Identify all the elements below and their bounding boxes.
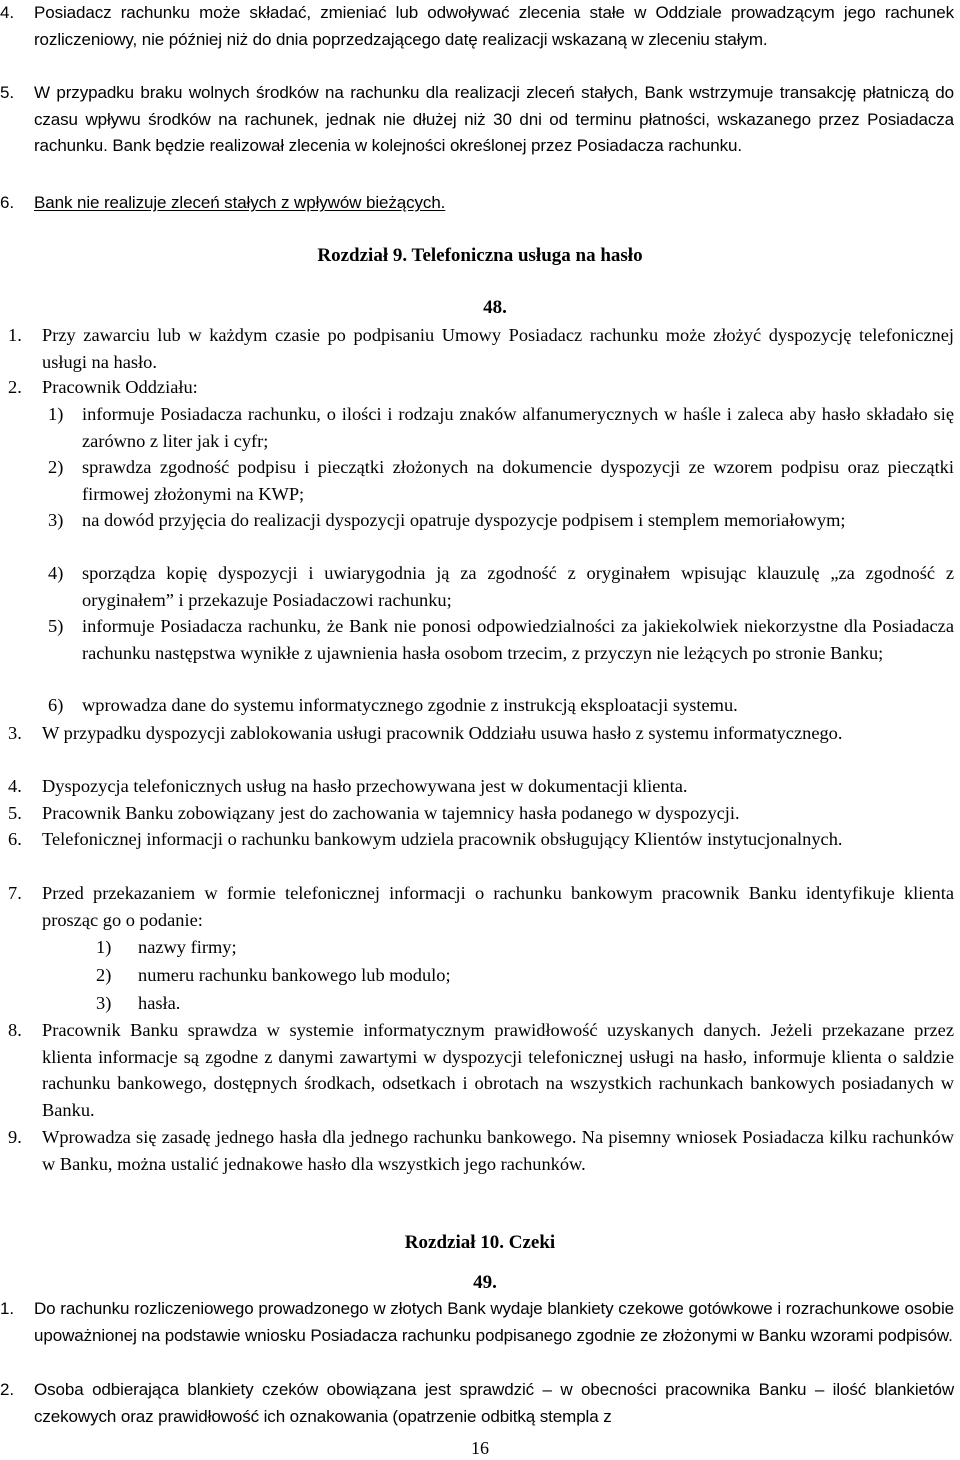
list-number: 2. — [0, 1380, 14, 1399]
sub-text: informuje Posiadacza rachunku, że Bank nie ponosi odpowiedzialności za jakiekolwiek niekorzystne dla Posiadacza rachunku następstwa wynikłe z ujawnienia hasła osobom trzecim, z przyczyn nie leżących po stronie Banku; — [82, 616, 954, 663]
list-number: 3. — [8, 723, 22, 743]
list-item — [8, 322, 954, 375]
sub-number: 4) — [48, 563, 64, 583]
sub-item — [48, 507, 954, 534]
sub-number: 5) — [48, 616, 64, 636]
sub-text: informuje Posiadacza rachunku, o ilości i rodzaju znaków alfanumerycznych w haśle i zaleca aby hasło składało się zarówno z liter jak i cyfr; — [82, 404, 954, 451]
list-item — [8, 773, 954, 800]
list-number: 4. — [0, 3, 14, 22]
sub-number: 1) — [96, 937, 112, 957]
list-number: 2. — [8, 377, 22, 397]
sub-text: sporządza kopię dyspozycji i uwiarygodnia ją za zgodność z oryginałem wpisując klauzulę „za zgodność z oryginałem” i przekazuje Posiadaczowi rachunku; — [82, 563, 954, 610]
sub-text: sprawdza zgodność podpisu i pieczątki złożonych na dokumencie dyspozycji ze wzorem podpisu oraz pieczątki firmowej złożonymi na KWP; — [82, 457, 954, 504]
sub-item — [48, 692, 954, 719]
list-number: 9. — [8, 1127, 22, 1147]
list-number: 5. — [0, 83, 14, 102]
list-number: 6. — [0, 193, 14, 212]
list-text: W przypadku dyspozycji zablokowania usługi pracownik Oddziału usuwa hasło z systemu informatycznego. — [42, 723, 843, 743]
list-number: 1. — [8, 325, 22, 345]
list-text: Dyspozycja telefonicznych usług na hasło przechowywana jest w dokumentacji klienta. — [42, 776, 688, 796]
list-number: 4. — [8, 776, 22, 796]
sub-item — [48, 613, 954, 666]
sub-text: numeru rachunku bankowego lub modulo; — [138, 965, 451, 985]
sub-text: wprowadza dane do systemu informatycznego zgodnie z instrukcją eksploatacji systemu. — [82, 695, 738, 715]
sub-number: 3) — [96, 993, 112, 1013]
list-text: Do rachunku rozliczeniowego prowadzonego w złotych Bank wydaje blankiety czekowe gotówkowe i rozrachunkowe osobie upoważnionej na podstawie wniosku Posiadacza rachunku podpisanego zgodnie ze złożonymi w Banku wzorami podpisów. — [34, 1299, 954, 1345]
list-text: Osoba odbierająca blankiety czeków obowiązana jest sprawdzić – w obecności pracownika Banku – ilość blankietów czekowych oraz prawidłowość ich oznakowania (opatrzenie odbitką stempla z — [34, 1380, 954, 1426]
sub-number: 1) — [48, 404, 64, 424]
list-item — [8, 800, 954, 827]
sub-number: 3) — [48, 510, 64, 530]
page-number: 16 — [471, 1438, 489, 1458]
list-text: Posiadacz rachunku może składać, zmieniać lub odwoływać zlecenia stałe w Oddziale prowadzącym jego rachunek rozliczeniowy, nie później niż do dnia poprzedzającego datę realizacji wskazaną w zleceniu stałym. — [34, 3, 954, 49]
sub-item — [48, 454, 954, 507]
list-text: W przypadku braku wolnych środków na rachunku dla realizacji zleceń stałych, Bank wstrzymuje transakcję płatniczą do czasu wpływu środków na rachunek, jednak nie dłużej niż 30 dni od terminu płatności, wskazanego przez Posiadacza rachunku. Bank będzie realizował zlecenia w kolejności określonej przez Posiadacza rachunku. — [34, 83, 954, 155]
list-item — [8, 1017, 954, 1123]
list-text: Pracownik Oddziału: — [42, 377, 198, 397]
list-number: 5. — [8, 803, 22, 823]
list-item — [8, 1124, 954, 1177]
list-item — [0, 190, 954, 217]
sub-item — [48, 401, 954, 454]
list-text: Telefonicznej informacji o rachunku bankowym udziela pracownik obsługujący Klientów instytucjonalnych. — [42, 829, 843, 849]
list-item — [0, 1377, 954, 1430]
sub-item — [96, 990, 838, 1017]
list-number: 1. — [0, 1299, 14, 1318]
sub-number: 6) — [48, 695, 64, 715]
list-text: Przed przekazaniem w formie telefonicznej informacji o rachunku bankowym pracownik Banku identyfikuje klienta prosząc go o podanie: — [42, 883, 954, 930]
list-text: Przy zawarciu lub w każdym czasie po podpisaniu Umowy Posiadacz rachunku może złożyć dyspozycję telefonicznej usługi na hasło. — [42, 325, 954, 372]
sub-item — [48, 560, 954, 613]
list-text: Bank nie realizuje zleceń stałych z wpływów bieżących. — [34, 193, 446, 212]
list-text: Pracownik Banku zobowiązany jest do zachowania w tajemnicy hasła podanego w dyspozycji. — [42, 803, 740, 823]
paragraph-number: 48. — [483, 297, 507, 318]
list-item — [8, 826, 954, 853]
list-item — [8, 374, 954, 401]
list-item — [0, 0, 954, 53]
sub-text: na dowód przyjęcia do realizacji dyspozycji opatruje dyspozycje podpisem i stemplem memoriałowym; — [82, 510, 846, 530]
list-number: 6. — [8, 829, 22, 849]
paragraph-number: 49. — [473, 1272, 497, 1293]
sub-text: nazwy firmy; — [138, 937, 237, 957]
chapter-heading: Rozdział 9. Telefoniczna usługa na hasło — [317, 245, 643, 266]
list-item — [0, 1296, 954, 1349]
list-number: 8. — [8, 1020, 22, 1040]
list-text: Pracownik Banku sprawdza w systemie informatycznym prawidłowość uzyskanych danych. Jeżeli przekazane przez klienta informacje są zgodne z danymi zawartymi w dyspozycji telefonicznej usługi na hasło, informuje klienta o saldzie rachunku bankowego, dostępnych środkach, odsetkach i obrotach na wszystkich rachunkach bankowych posiadanych w Banku. — [42, 1020, 954, 1120]
list-text: Wprowadza się zasadę jednego hasła dla jednego rachunku bankowego. Na pisemny wniosek Posiadacza kilku rachunków w Banku, można ustalić jednakowe hasło dla wszystkich jego rachunków. — [42, 1127, 954, 1174]
list-number: 7. — [8, 883, 22, 903]
sub-text: hasła. — [138, 993, 181, 1013]
sub-item — [96, 962, 838, 989]
chapter-heading: Rozdział 10. Czeki — [404, 1232, 556, 1253]
sub-number: 2) — [96, 965, 112, 985]
sub-number: 2) — [48, 457, 64, 477]
list-item — [0, 80, 954, 160]
list-item — [8, 720, 954, 747]
sub-item — [96, 934, 838, 961]
list-item — [8, 880, 954, 933]
